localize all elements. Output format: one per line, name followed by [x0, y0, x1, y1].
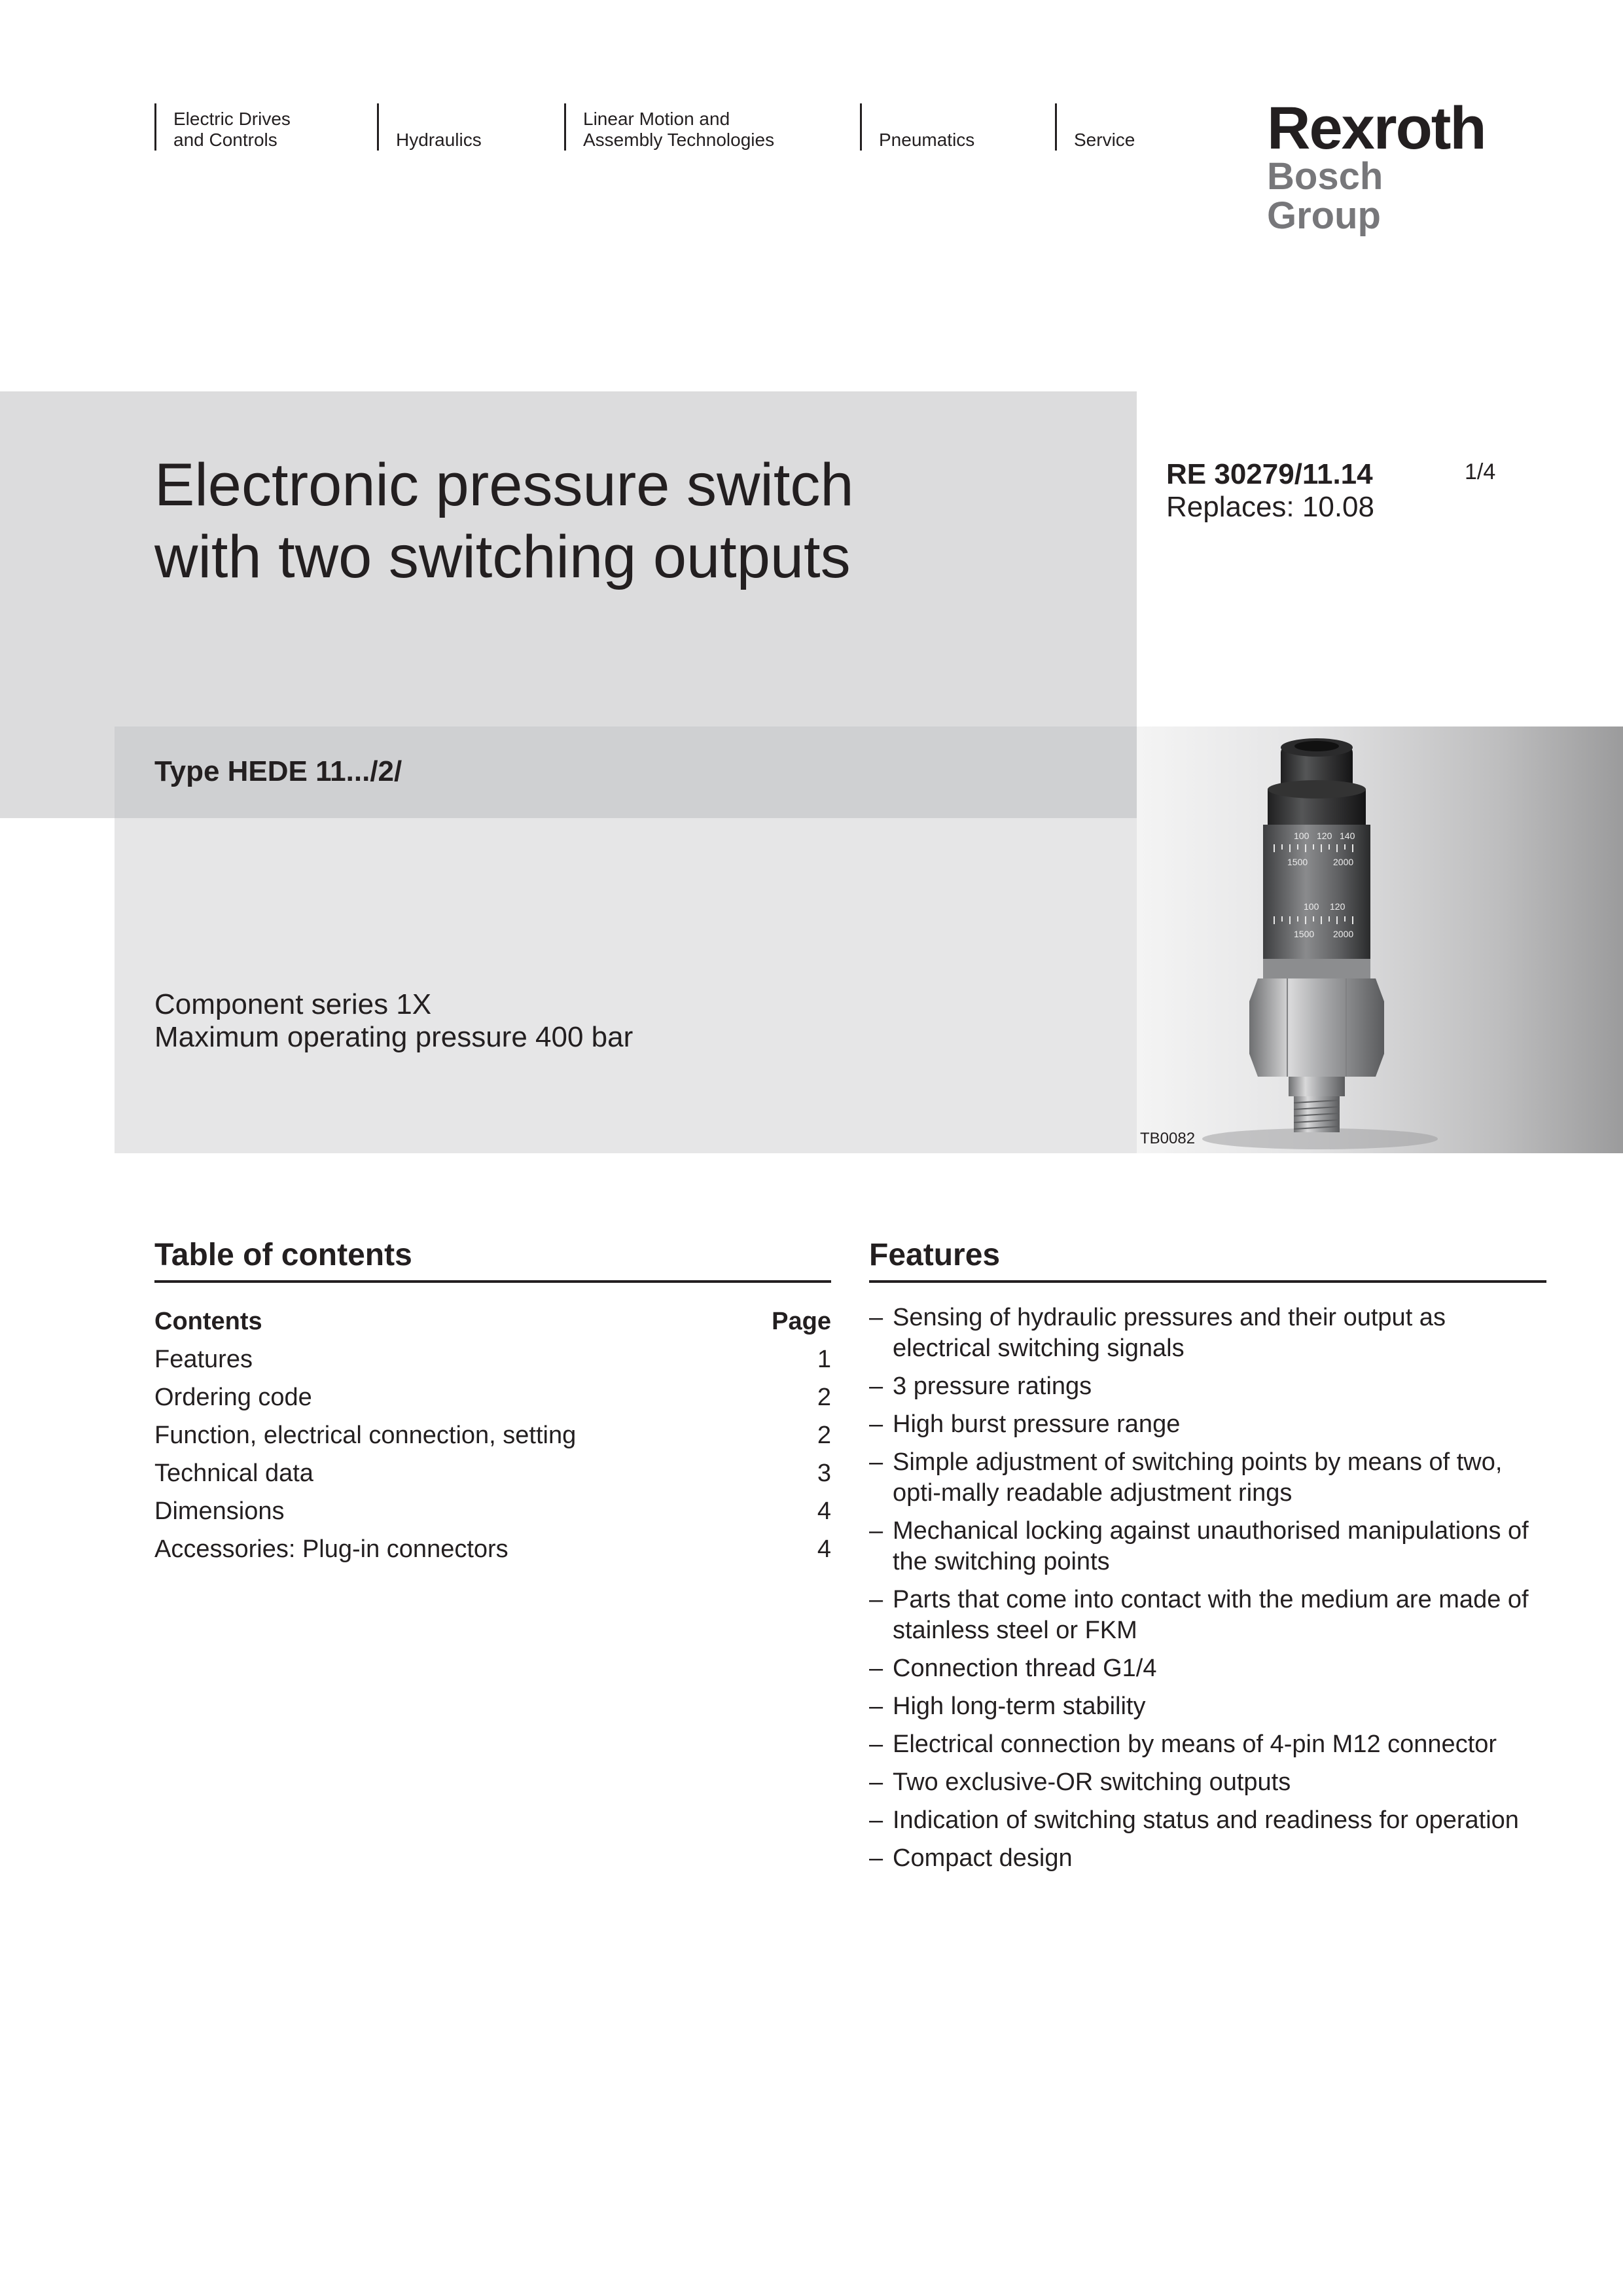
toc-label: Ordering code [154, 1384, 312, 1411]
dial-label: 100 [1294, 831, 1310, 841]
feature-item: – Electrical connection by means of 4-pin M12 connector [869, 1729, 1546, 1760]
pressure-switch-illustration [1137, 726, 1623, 1153]
feature-item: – Sensing of hydraulic pressures and their output as electrical switching signals [869, 1302, 1546, 1364]
dial-label: 120 [1330, 901, 1346, 912]
feature-item: – Parts that come into contact with the medium are made of stainless steel or FKM [869, 1585, 1546, 1646]
series-line: Maximum operating pressure 400 bar [154, 1021, 633, 1053]
features-title: Features [869, 1238, 1001, 1272]
toc-contents-heading: Contents [154, 1308, 262, 1335]
toc-label: Function, electrical connection, setting [154, 1422, 577, 1449]
feature-item: – Two exclusive-OR switching outputs [869, 1767, 1546, 1798]
toc-row[interactable] [154, 1530, 831, 1568]
dial-label: 100 [1304, 901, 1319, 912]
feature-item: – High long-term stability [869, 1691, 1546, 1722]
division-pneumatics [860, 103, 974, 151]
division-line: Hydraulics [396, 130, 482, 150]
table-of-contents [154, 1302, 831, 1568]
replaces: Replaces: 10.08 [1166, 491, 1374, 523]
toc-page: 2 [817, 1422, 831, 1449]
features-list [869, 1302, 1546, 1881]
feature-item: – High burst pressure range [869, 1409, 1546, 1440]
feature-item: – 3 pressure ratings [869, 1371, 1546, 1402]
toc-rule [154, 1280, 831, 1283]
dial-label: 120 [1317, 831, 1332, 841]
toc-page: 3 [817, 1460, 831, 1487]
toc-label: Dimensions [154, 1498, 285, 1525]
toc-row[interactable] [154, 1454, 831, 1492]
page-number: 1/4 [1465, 459, 1496, 484]
title-line: Electronic pressure switch [154, 452, 854, 518]
feature-item: – Compact design [869, 1843, 1546, 1874]
series-line: Component series 1X [154, 988, 432, 1020]
dial-label: 1500 [1294, 929, 1315, 939]
toc-row[interactable] [154, 1340, 831, 1378]
series-band [115, 818, 1137, 1153]
component-series [154, 988, 633, 1054]
division-line: Linear Motion and [583, 109, 730, 129]
toc-title: Table of contents [154, 1238, 412, 1272]
toc-header [154, 1302, 831, 1340]
division-electric-drives [154, 103, 291, 151]
dial-label: 2000 [1333, 857, 1354, 867]
toc-row[interactable] [154, 1378, 831, 1416]
toc-page: 4 [817, 1535, 831, 1563]
toc-page: 1 [817, 1346, 831, 1373]
division-line: Pneumatics [879, 130, 975, 150]
division-line: and Controls [173, 130, 277, 150]
logo-main: Rexroth [1267, 95, 1486, 162]
feature-item: – Indication of switching status and readiness for operation [869, 1805, 1546, 1836]
dial-label: 2000 [1333, 929, 1354, 939]
document-reference [1166, 458, 1374, 524]
features-rule [869, 1280, 1546, 1283]
division-line: Service [1074, 130, 1135, 150]
toc-label: Features [154, 1346, 253, 1373]
toc-page: 2 [817, 1384, 831, 1411]
toc-label: Accessories: Plug-in connectors [154, 1535, 508, 1563]
photo-code: TB0082 [1140, 1130, 1196, 1147]
rexroth-logo [1267, 95, 1503, 237]
feature-item: – Connection thread G1/4 [869, 1653, 1546, 1684]
toc-label: Technical data [154, 1460, 313, 1487]
division-linear-motion [564, 103, 774, 151]
toc-page: 4 [817, 1498, 831, 1525]
logo-sub: Bosch Group [1267, 155, 1383, 237]
page-title [154, 449, 854, 593]
dial-label: 140 [1340, 831, 1355, 841]
toc-row[interactable] [154, 1492, 831, 1530]
division-service [1055, 103, 1135, 151]
division-line: Assembly Technologies [583, 130, 775, 150]
division-line: Electric Drives [173, 109, 291, 129]
toc-page-heading: Page [772, 1308, 831, 1335]
product-photo [1137, 726, 1623, 1153]
type-label: Type HEDE 11.../2/ [154, 755, 402, 787]
division-hydraulics [377, 103, 482, 151]
toc-row[interactable] [154, 1416, 831, 1454]
feature-item: – Mechanical locking against unauthorised manipulations of the switching points [869, 1516, 1546, 1577]
re-code: RE 30279/11.14 [1166, 458, 1373, 490]
dial-label: 1500 [1287, 857, 1308, 867]
feature-item: – Simple adjustment of switching points by means of two, opti-mally readable adjustment rings [869, 1447, 1546, 1509]
title-band-edge [0, 726, 115, 818]
title-line: with two switching outputs [154, 524, 851, 590]
